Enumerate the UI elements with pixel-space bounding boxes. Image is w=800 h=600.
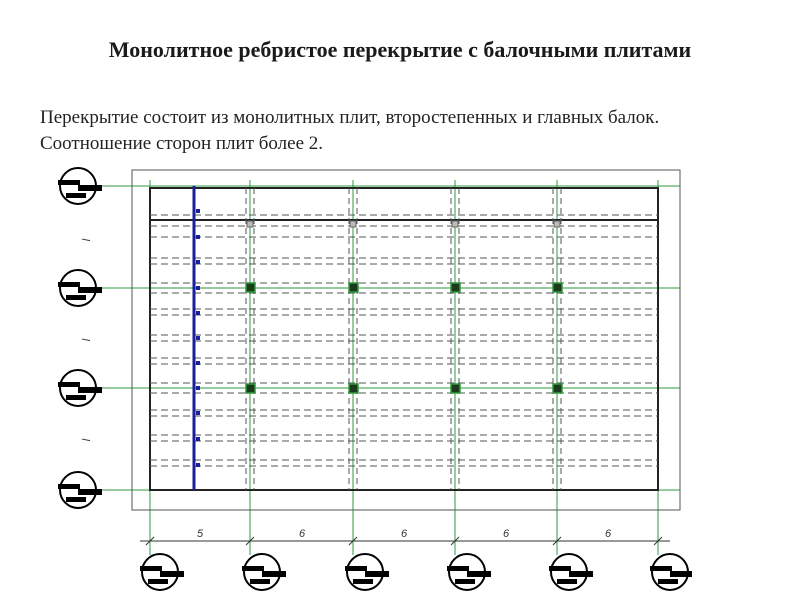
vertical-labels: [81, 238, 93, 441]
slab-outline: [150, 188, 658, 490]
span-label-2: 6: [298, 528, 306, 540]
axis-marker-left-1: [58, 168, 102, 204]
axis-marker-left-2: [58, 270, 102, 306]
beam-tick-marks: [196, 209, 200, 467]
bottom-axis-markers: [140, 554, 692, 590]
axis-marker-bottom-6: [650, 554, 692, 590]
description-text: Перекрытие состоит из монолитных плит, второстепенных и главных балок. Соотношение сторон плит более 2.: [40, 107, 660, 154]
span-label-1: 5: [196, 528, 204, 540]
main-beams-dashed: [246, 188, 561, 490]
horizontal-axis-lines: [100, 186, 680, 490]
span-label-4: 6: [502, 528, 510, 540]
axis-marker-bottom-2: [242, 554, 286, 590]
axis-marker-bottom-1: [140, 554, 184, 590]
vertical-label-3: l: [81, 438, 93, 442]
span-label-3: 6: [400, 528, 408, 540]
secondary-beams: [150, 215, 658, 466]
axis-marker-left-4: [58, 472, 102, 508]
span-labels: [197, 528, 612, 540]
left-axis-markers: [58, 168, 102, 508]
axis-marker-bottom-5: [549, 554, 593, 590]
vertical-label-2: l: [81, 338, 93, 342]
page-title: Монолитное ребристое перекрытие с балочными плитами: [108, 37, 692, 62]
vertical-axis-lines: [150, 180, 658, 555]
span-label-5: 6: [604, 528, 612, 540]
columns: [246, 283, 562, 393]
axis-marker-bottom-4: [447, 554, 491, 590]
vertical-label-1: l: [81, 238, 93, 242]
axis-marker-left-3: [58, 370, 102, 406]
axis-marker-bottom-3: [345, 554, 389, 590]
